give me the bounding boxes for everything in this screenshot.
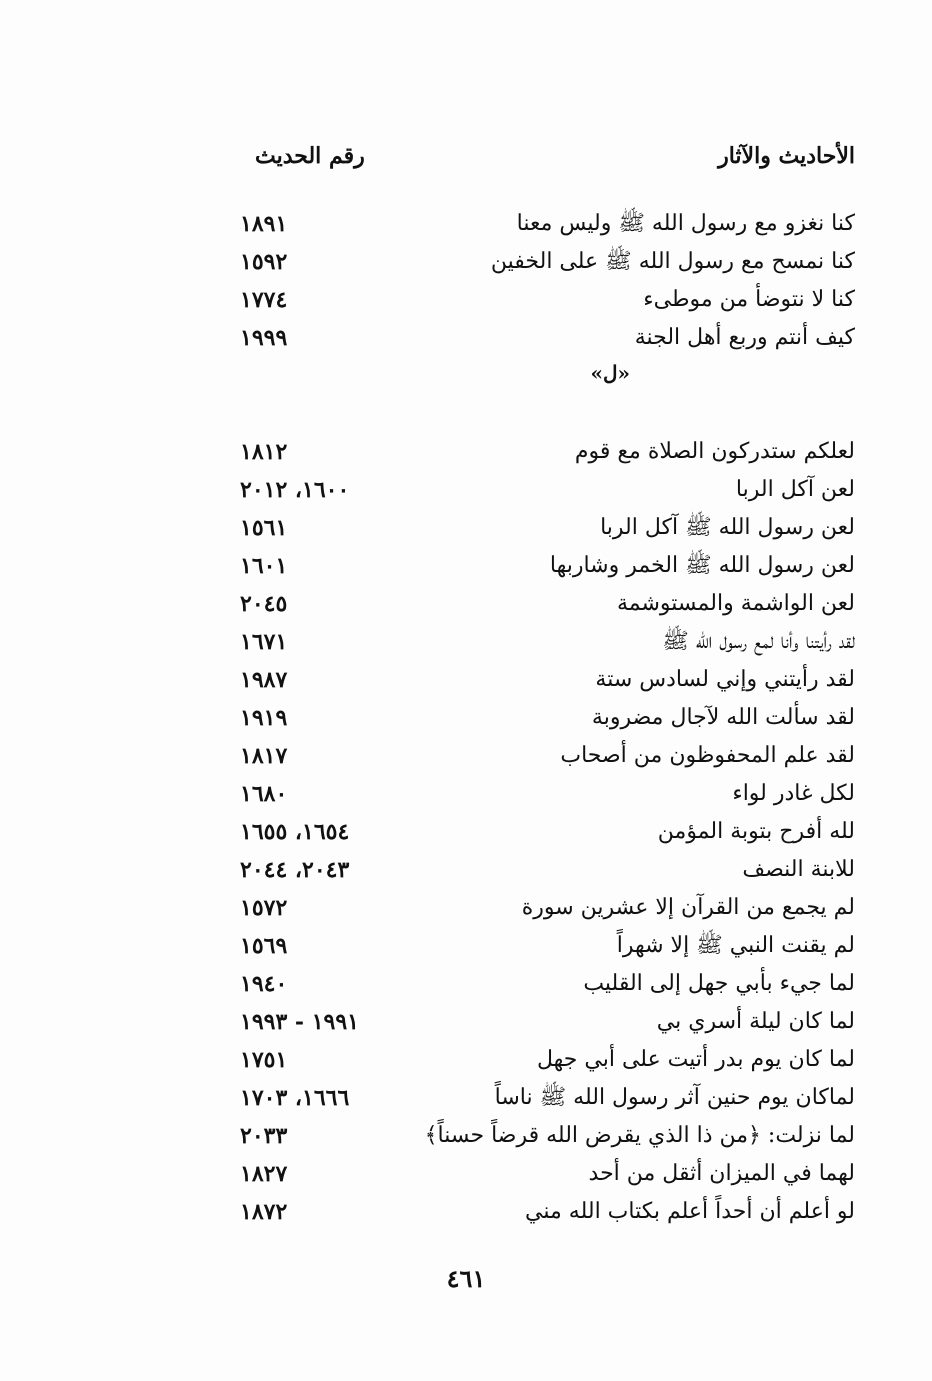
list-item	[240, 813, 855, 851]
hadith-text: لم يقنت النبي ﷺ إلا شهراً	[616, 933, 855, 958]
hadith-text: لقد سألت الله لآجال مضروبة	[591, 705, 855, 730]
hadith-text: لماكان يوم حنين آثر رسول الله ﷺ ناساً	[494, 1085, 855, 1110]
hadith-text: لعن الواشمة والمستوشمة	[616, 591, 855, 616]
hadith-number: ١٥٦٩	[240, 933, 288, 959]
hadith-number: ٢٠٤٣، ٢٠٤٤	[240, 857, 350, 883]
hadith-text: كنا نمسح مع رسول الله ﷺ على الخفين	[490, 249, 855, 274]
hadith-text: لكل غادر لواء	[732, 781, 855, 806]
hadith-text: كنا لا نتوضأ من موطىء	[643, 287, 855, 312]
hadith-text: لما جيء بأبي جهل إلى القليب	[583, 971, 855, 996]
list-item	[240, 965, 855, 1003]
list-item	[240, 1117, 855, 1155]
hadith-text: لما كان ليلة أسري بي	[656, 1009, 855, 1034]
section-heading	[240, 357, 855, 433]
hadith-number: ١٥٦١	[240, 515, 288, 541]
hadith-number: ١٦٦٦، ١٧٠٣	[240, 1085, 350, 1111]
list-item	[240, 1155, 855, 1193]
list-item	[240, 661, 855, 699]
hadith-number: ٢٠٣٣	[240, 1123, 288, 1149]
hadith-text: لعلكم ستدركون الصلاة مع قوم	[574, 439, 855, 464]
list-item	[240, 889, 855, 927]
hadith-number: ١٨١٢	[240, 439, 288, 465]
list-item	[240, 623, 855, 661]
hadith-number: ١٦٠١	[240, 553, 288, 579]
section-letter: «ل»	[590, 361, 630, 385]
hadith-number: ١٨٩١	[240, 211, 288, 237]
list-item	[240, 205, 855, 243]
list-item	[240, 471, 855, 509]
hadith-number: ١٨٢٧	[240, 1161, 288, 1187]
list-item	[240, 585, 855, 623]
list-item	[240, 1193, 855, 1231]
hadith-number: ١٦٥٤، ١٦٥٥	[240, 819, 350, 845]
hadith-number: ١٨٧٢	[240, 1199, 288, 1225]
list-item	[240, 319, 855, 357]
hadith-text: لو أعلم أن أحداً أعلم بكتاب الله مني	[525, 1199, 855, 1224]
header-title: الأحاديث والآثار	[718, 143, 855, 169]
hadith-number: ١٨١٧	[240, 743, 288, 769]
hadith-number: ١٩١٩	[240, 705, 288, 731]
list-item	[240, 775, 855, 813]
hadith-text: لهما في الميزان أثقل من أحد	[588, 1161, 855, 1186]
hadith-text: كيف أنتم وربع أهل الجنة	[634, 325, 855, 350]
hadith-number: ١٩٩٩	[240, 325, 288, 351]
hadith-number: ١٩٩١ - ١٩٩٣	[240, 1009, 359, 1035]
hadith-number: ١٦٠٠، ٢٠١٢	[240, 477, 350, 503]
list-item	[240, 927, 855, 965]
hadith-index-list	[240, 205, 855, 1231]
index-header	[255, 143, 855, 183]
list-item	[240, 547, 855, 585]
hadith-number: ١٥٩٢	[240, 249, 288, 275]
list-item	[240, 1079, 855, 1117]
hadith-text: لقد رأيتنا وأنا لمع رسول الله ﷺ	[662, 629, 855, 654]
hadith-text: لما نزلت: ﴿من ذا الذي يقرض الله قرضاً حسناً﴾	[424, 1123, 855, 1148]
hadith-text: كنا نغزو مع رسول الله ﷺ وليس معنا	[516, 211, 855, 236]
hadith-number: ٢٠٤٥	[240, 591, 288, 617]
list-item	[240, 851, 855, 889]
hadith-text: للابنة النصف	[742, 857, 855, 882]
hadith-number: ١٥٧٢	[240, 895, 288, 921]
list-item	[240, 699, 855, 737]
hadith-text: لعن آكل الربا	[735, 477, 855, 502]
hadith-text: لم يجمع من القرآن إلا عشرين سورة	[521, 895, 855, 920]
hadith-number: ١٩٨٧	[240, 667, 288, 693]
hadith-text: لقد رأيتني وإني لسادس ستة	[595, 667, 855, 692]
hadith-text: لقد علم المحفوظون من أصحاب	[560, 743, 855, 768]
list-item	[240, 509, 855, 547]
list-item	[240, 1003, 855, 1041]
list-item	[240, 281, 855, 319]
page-number: ٤٦١	[446, 1264, 486, 1293]
hadith-number: ١٦٨٠	[240, 781, 288, 807]
header-number-label: رقم الحديث	[255, 143, 365, 169]
list-item	[240, 1041, 855, 1079]
hadith-text: لله أفرح بتوبة المؤمن	[657, 819, 855, 844]
list-item	[240, 433, 855, 471]
hadith-number: ١٩٤٠	[240, 971, 288, 997]
hadith-number: ١٧٧٤	[240, 287, 288, 313]
list-item	[240, 737, 855, 775]
list-item	[240, 243, 855, 281]
hadith-number: ١٦٧١	[240, 629, 288, 655]
hadith-text: لعن رسول الله ﷺ الخمر وشاربها	[549, 553, 855, 578]
hadith-text: لعن رسول الله ﷺ آكل الربا	[600, 515, 855, 540]
hadith-text: لما كان يوم بدر أتيت على أبي جهل	[536, 1047, 855, 1072]
hadith-number: ١٧٥١	[240, 1047, 288, 1073]
